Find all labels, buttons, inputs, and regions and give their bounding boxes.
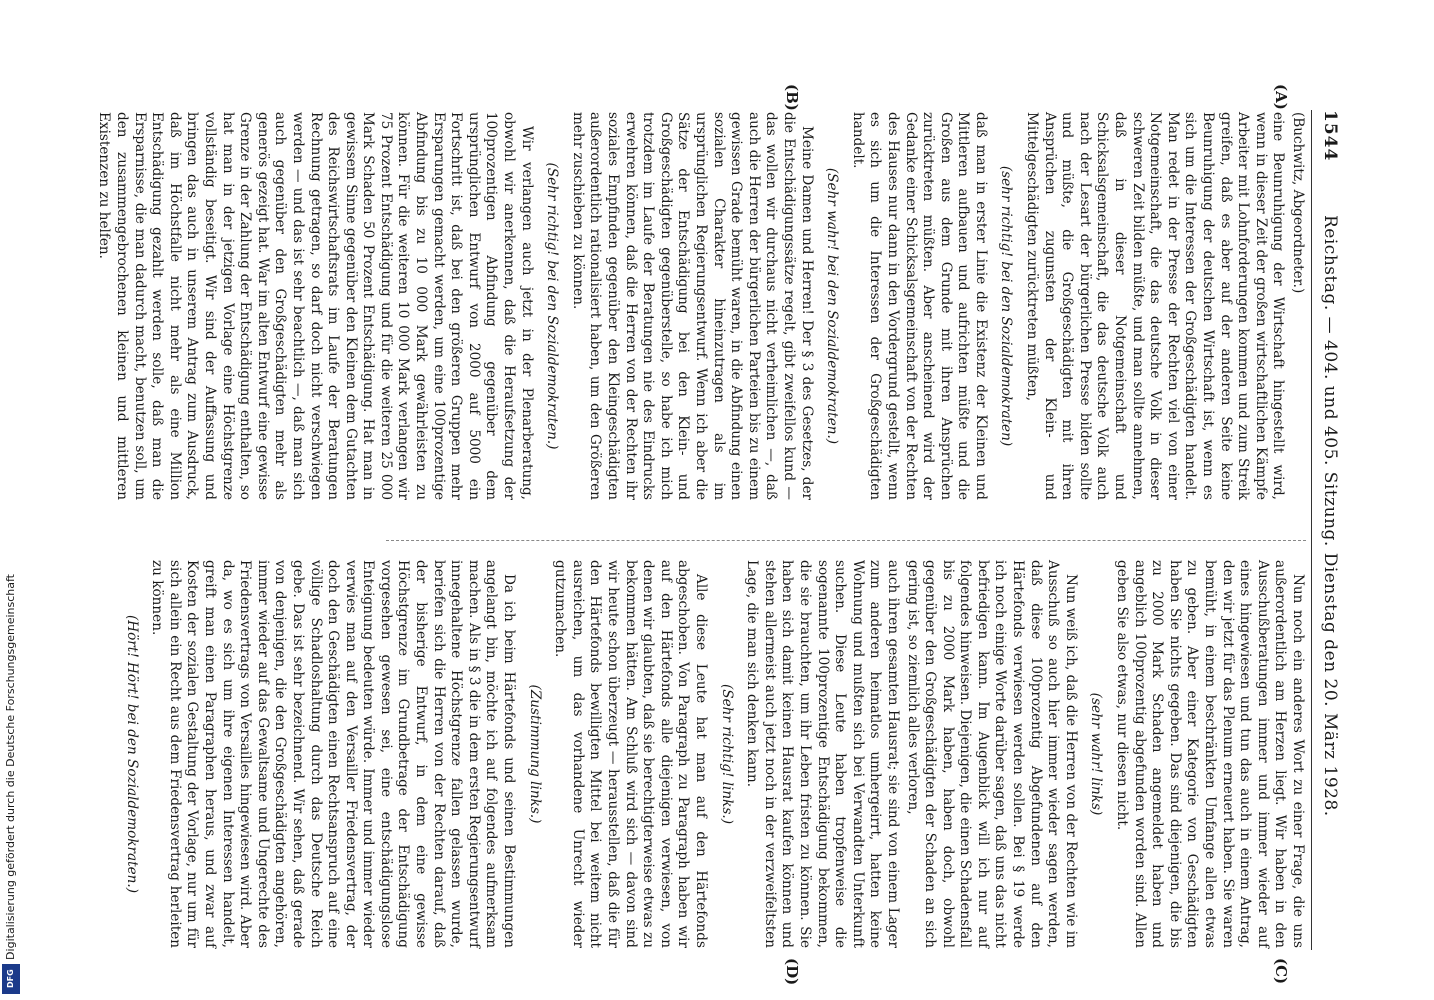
paragraph: Alle diese Leute hat man auf den Härtefonds abgeschoben. Von Paragraph zu Paragraph haben wir auf den Härtefonds alle diejenigen verwiesen, von denen wir glaubten, daß sie berechtigterweise etwas zu bekommen hätten. Am Schluß wird sich — davon sind wir heute schon überzeugt — herausstellen, daß die für den Härtefonds bewilligten Mittel bei weitem nicht ausreichen, um das vorhandene Unrecht wieder gutzumachen. bbox=[552, 560, 709, 948]
paragraph: auch ihren gesamten Hausrat; sie sind von einem Lager zum anderen heimatlos umhergeirrt, hatten keine Wohnung und mußten sich bei Verwandten Unterkunft suchen. Diese Leute haben tropfenweise die sogenannte 100prozentige Entschädigung bekommen, die sie brauchten, um ihr Leben fristen zu können. Sie haben sich damit keinen Hausrat kaufen können und stehen allermeist auch jetzt noch in der verzweifeltsten Lage, die man sich denken kann. bbox=[744, 560, 901, 948]
running-head: Reichstag. — 404. und 405. Sitzung. Dienstag den 20. März 1928. bbox=[1320, 215, 1340, 817]
digitization-credit-strip bbox=[2, 0, 22, 1000]
left-column bbox=[93, 112, 1306, 500]
paragraph: Da ich beim Härtefonds und seinen Bestimmungen angelangt bin, möchte ich auf folgendes aufmerksam machen. Als in § 3 die in dem ersten Regierungsentwurf innegehaltene Höchstgrenze fallen gelassen wurde, beriefen sich die Herren von der Rechten darauf, daß der bisherige Entwurf, in dem eine gewisse Höchstgrenze im Grundbetrage der Entschädigung vorgesehen gewesen sei, eine entschädigungslose Enteignung bedeuten würde. Immer und immer wieder verwies man auf den Versailler Friedensvertrag, der doch den Geschädigten einen Rechtsanspruch auf eine völlige Schadloshaltung durch das Deutsche Reich gebe. Das ist sehr bezeichnend. Wir sehen, daß gerade von denjenigen, die den Großgeschädigten angehören, immer wieder auf das Gewaltsame und Ungerechte des Friedensvertrags von Versailles hingewiesen wird. Aber da, wo es sich um ihre eigenen Interessen handelt, greift man einen Paragraphen heraus, und zwar auf Kosten der sozialen Gestaltung der Vorlage, nur um für sich allein ein Recht aus dem Friedensvertrag herleiten zu können. bbox=[149, 560, 518, 948]
interjection: (Sehr wahr! bei den Sozialdemokraten.) bbox=[824, 167, 841, 445]
interjection: (sehr wahr! links) bbox=[1088, 692, 1105, 816]
page-number: 1544 bbox=[1320, 110, 1340, 162]
digitization-credit: Digitalisierung gefördert durch die Deutsche Forschungsgemeinschaft bbox=[4, 574, 17, 960]
paragraph: Nun noch ein anderes Wort zu einer Frage, die uns außerordentlich am Herzen liegt. Wir haben in den Ausschußberatungen immer und immer wieder auf eines hingewiesen und tun das auch in einem Antrag, den wir jetzt für das Plenum erneuert haben. Sie waren bemüht, in einem beschränkten Umfange allen etwas zu geben. Aber einer Kategorie von Geschädigten haben Sie nichts gegeben. Das sind diejenigen, die bis zu 2000 Mark Schaden angemeldet haben und angeblich 100prozentig abgefunden worden sind. Allen geben Sie also etwas, nur diesen nicht. bbox=[1114, 560, 1306, 948]
interjection: (Sehr richtig! links.) bbox=[718, 683, 735, 825]
interjection: (Zustimmung links.) bbox=[526, 684, 543, 824]
margin-mark-b: (B) bbox=[783, 84, 801, 111]
column-divider bbox=[386, 540, 1306, 541]
page-header bbox=[1311, 110, 1342, 950]
interjection: (sehr richtig! bei den Sozialdemokraten) bbox=[998, 165, 1015, 447]
margin-mark-d: (D) bbox=[783, 958, 801, 986]
margin-mark-a: (A) bbox=[1272, 84, 1290, 110]
right-column bbox=[114, 560, 1306, 948]
paragraph: Meine Damen und Herren! Der § 3 des Gesetzes, der die Entschädigungssätze regelt, gibt zweifellos kund — das wollen wir durchaus nicht verheimlichen —, daß auch die Herren der bürgerlichen Parteien bis zu einem gewissen Grade bemüht waren, in die Abfindung einen sozialen Charakter hineinzutragen als im ursprünglichen Regierungsentwurf. Wenn ich aber die Sätze der Entschädigung bei den Klein- und Großgeschädigten gegenüberstelle, so habe ich mich trotzdem im Laufe der Beratungen nie des Eindrucks erwehren können, daß die Herren von der Rechten ihr soziales Empfinden gegenüber den Kleingeschädigten außerordentlich rationalisiert haben, um den Größeren mehr zuschieben zu können. bbox=[569, 112, 815, 500]
margin-mark-c: (C) bbox=[1272, 958, 1290, 985]
paragraph: eine Beunruhigung der Wirtschaft hingestellt wird, wenn in dieser Zeit der großen wirtschaftlichen Kämpfe Arbeiter mit Lohnforderungen kommen und zum Streik greifen, daß es aber auf der anderen Seite keine Beunruhigung der deutschen Wirtschaft ist, wenn es sich um die Interessen der Großgeschädigten handelt. Man redet in der Presse der Rechten viel von einer Notgemeinschaft, die das deutsche Volk in dieser schweren Zeit bilden müßte, und man sollte annehmen, daß in dieser Notgemeinschaft und Schicksalsgemeinschaft, die das deutsche Volk auch nach der Lesart der bürgerlichen Presse bilden sollte und müßte, die Großgeschädigten mit ihren Ansprüchen zugunsten der Klein- und Mittelgeschädigten zurücktreten müßten, bbox=[1024, 112, 1287, 500]
paragraph: Wir verlangen auch jetzt in der Plenarberatung, obwohl wir anerkennen, daß die Heraufsetzung der 100prozentigen Abfindung gegenüber dem ursprünglichen Entwurf von 2000 auf 5000 ein Fortschritt ist, daß bei den größeren Gruppen mehr Ersparungen gemacht werden, um eine 100prozentige Abfindung bis zu 10 000 Mark gewährleisten zu können. Für die weiteren 10 000 Mark verlangen wir 75 Prozent Entschädigung und für die weiteren 25 000 Mark Schaden 50 Prozent Entschädigung. Hat man in gewissem Sinne gegenüber den Kleinen dem Gutachten des Reichswirtschaftsrats im Laufe der Beratungen Rechnung getragen, so darf doch nicht verschwiegen werden — und das ist sehr beachtlich —, daß man sich auch gegenüber den Großgeschädigten mehr als generös gezeigt hat. War im alten Entwurf eine gewisse Grenze in der Zahlung der Entschädigung enthalten, so hat man in der jetzigen Vorlage eine Höchstgrenze vollständig beseitigt. Wir sind der Auffassung und bringen das auch in unserem Antrag zum Ausdruck, daß im Höchstfalle nicht mehr als eine Million Entschädigung gezahlt werden solle, daß man die Ersparnisse, die man dadurch macht, benutzen soll, um den zusammengebrochenen kleinen und mittleren Existenzen zu helfen. bbox=[96, 112, 535, 500]
dfg-logo-icon: DFG bbox=[2, 964, 20, 994]
interjection: (Hört! Hört! bei den Sozialdemokraten.) bbox=[123, 614, 140, 894]
speaker-attribution: (Buchwitz, Abgeordneter.) bbox=[1290, 112, 1306, 294]
paragraph: daß man in erster Linie die Existenz der Kleinen und Mittleren aufbauen und aufrichten müßte und die Großen aus dem Grunde mit ihren Ansprüchen zurücktreten müßten. Aber anscheinend wird der Gedanke einer Schicksalsgemeinschaft von der Rechten des Hauses nur dann in den Vordergrund gestellt, wenn es sich um die Interessen der Großgeschädigten handelt. bbox=[849, 112, 989, 500]
interjection: (Sehr richtig! bei den Sozialdemokraten.) bbox=[544, 162, 561, 450]
paragraph: Nun weiß ich, daß die Herren von der Rechten wie im Ausschuß so auch hier immer wieder sagen werden, daß diese 100prozentig Abgefundenen auf den Härtefonds verwiesen werden sollen. Bei § 19 werde ich noch einige Worte darüber sagen, daß uns das nicht befriedigen kann. Im Augenblick will ich nur auf folgendes hinweisen. Diejenigen, die einen Schadensfall bis zu 2000 Mark haben, haben doch, obwohl gegenüber den Großgeschädigten der Schaden an sich gering ist, so ziemlich alles verloren, bbox=[904, 560, 1079, 948]
